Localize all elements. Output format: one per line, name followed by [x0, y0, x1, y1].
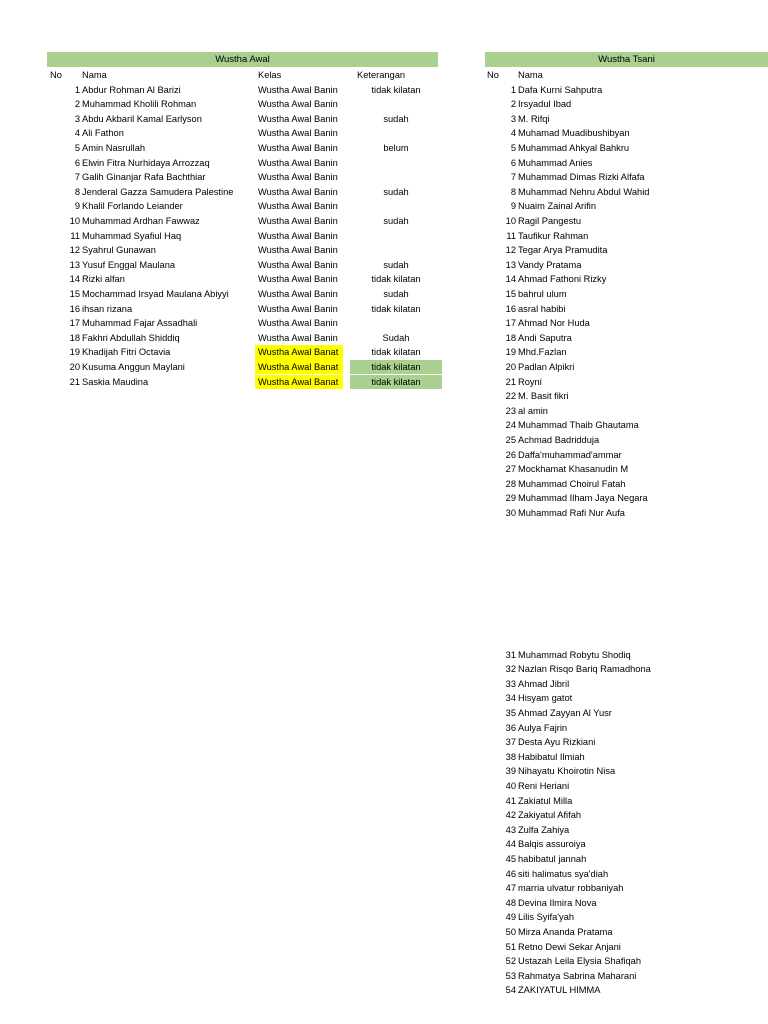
table-row — [0, 345, 768, 360]
wustha-awal-title: Wustha Awal — [47, 52, 438, 67]
table-row — [0, 506, 768, 521]
row-name: Muhammad Robytu Shodiq — [518, 649, 631, 660]
row-name: Muhammad Dimas Rizki Alfafa — [518, 172, 645, 183]
row-name: Nihayatu Khoirotin Nisa — [518, 766, 616, 777]
table-row — [0, 750, 768, 765]
row-name: Royni — [518, 376, 542, 387]
table-row — [0, 360, 768, 375]
table-row — [0, 375, 768, 390]
row-number: 20 — [69, 361, 80, 372]
row-name: Taufikur Rahman — [518, 230, 589, 241]
row-name: Muhammad Ilham Jaya Negara — [518, 493, 648, 504]
table-row — [0, 867, 768, 882]
table-row — [0, 677, 768, 692]
row-number: 42 — [505, 810, 516, 821]
row-number: 10 — [505, 215, 516, 226]
row-number: 11 — [70, 230, 80, 241]
table-row — [0, 779, 768, 794]
table-row — [0, 764, 768, 779]
table-row — [0, 662, 768, 677]
row-name: Galih Ginanjar Rafa Bachthiar — [82, 172, 206, 183]
row-name: Reni Heriani — [518, 780, 570, 791]
row-name: Tegar Arya Pramudita — [518, 245, 608, 256]
row-number: 30 — [505, 507, 516, 518]
row-number: 9 — [74, 201, 80, 212]
row-keterangan: sudah — [383, 186, 409, 197]
row-number: 11 — [506, 230, 516, 241]
row-number: 17 — [69, 318, 80, 329]
table-row — [0, 881, 768, 896]
row-number: 16 — [69, 303, 80, 314]
table-row — [0, 214, 768, 229]
row-kelas: Wustha Awal Banin — [258, 245, 338, 256]
row-number: 10 — [69, 215, 80, 226]
row-name: Syahrul Gunawan — [82, 245, 156, 256]
row-keterangan: Sudah — [382, 332, 410, 343]
row-number: 24 — [505, 420, 516, 431]
table-row — [0, 302, 768, 317]
table-row — [0, 794, 768, 809]
row-number: 1 — [74, 84, 80, 95]
table-row — [0, 648, 768, 663]
row-name: Khadijah Fitri Octavia — [82, 347, 171, 358]
table-row — [0, 112, 768, 127]
row-name: Fakhri Abdullah Shiddiq — [82, 332, 180, 343]
table-row — [0, 229, 768, 244]
row-number: 46 — [505, 868, 516, 879]
row-name: Muhammad Syafiul Haq — [82, 230, 182, 241]
table-row — [0, 462, 768, 477]
row-kelas: Wustha Awal Banin — [258, 201, 338, 212]
table-row — [0, 721, 768, 736]
row-number: 53 — [505, 970, 516, 981]
left-header-keterangan: Keterangan — [357, 70, 406, 80]
row-keterangan: sudah — [383, 113, 409, 124]
table-row — [0, 969, 768, 984]
row-keterangan: tidak kilatan — [371, 303, 421, 314]
row-name: Hisyam gatot — [518, 693, 573, 704]
row-number: 25 — [505, 434, 516, 445]
table-row — [0, 316, 768, 331]
row-name: Muhammad Ardhan Fawwaz — [82, 215, 200, 226]
table-row — [0, 258, 768, 273]
row-number: 50 — [505, 926, 516, 937]
row-number: 12 — [505, 245, 516, 256]
table-row — [0, 433, 768, 448]
row-keterangan: tidak kilatan — [350, 360, 442, 375]
table-row — [0, 156, 768, 171]
row-name: asral habibi — [518, 303, 566, 314]
table-row — [0, 331, 768, 346]
row-name: Muhammad Thaib Ghautama — [518, 420, 639, 431]
row-number: 27 — [505, 464, 516, 475]
row-number: 39 — [505, 766, 516, 777]
row-kelas: Wustha Awal Banin — [258, 172, 338, 183]
row-kelas: Wustha Awal Banin — [258, 215, 338, 226]
table-row — [0, 491, 768, 506]
table-row — [0, 837, 768, 852]
row-number: 2 — [510, 99, 516, 110]
row-number: 33 — [505, 678, 516, 689]
row-number: 21 — [69, 376, 80, 387]
table-row — [0, 141, 768, 156]
row-name: habibatul jannah — [518, 853, 587, 864]
row-number: 8 — [74, 186, 80, 197]
row-name: Nazlan Risqo Bariq Ramadhona — [518, 664, 651, 675]
row-number: 19 — [505, 347, 516, 358]
row-name: marria ulvatur robbaniyah — [518, 883, 624, 894]
row-number: 5 — [510, 142, 516, 153]
left-header-no: No — [50, 70, 62, 80]
row-number: 15 — [69, 288, 80, 299]
right-header-no: No — [487, 70, 499, 80]
row-number: 15 — [505, 288, 516, 299]
row-name: Muhammad Nehru Abdul Wahid — [518, 186, 650, 197]
row-number: 38 — [505, 751, 516, 762]
row-name: Nuaim Zainal Arifin — [518, 201, 597, 212]
row-name: Aulya Fajrin — [518, 722, 568, 733]
row-keterangan: belum — [383, 142, 409, 153]
row-number: 2 — [74, 99, 80, 110]
table-row — [0, 706, 768, 721]
row-kelas: Wustha Awal Banin — [258, 142, 338, 153]
row-name: Achmad Badridduja — [518, 434, 600, 445]
row-number: 8 — [510, 186, 516, 197]
row-number: 54 — [505, 985, 516, 996]
row-number: 18 — [69, 332, 80, 343]
row-number: 23 — [505, 405, 516, 416]
row-name: Padlan Alpikri — [518, 361, 575, 372]
table-row — [0, 925, 768, 940]
table-row — [0, 126, 768, 141]
row-number: 6 — [510, 157, 516, 168]
row-name: Jenderal Gazza Samudera Palestine — [82, 186, 234, 197]
table-row — [0, 243, 768, 258]
row-kelas: Wustha Awal Banin — [258, 332, 338, 343]
row-number: 47 — [505, 883, 516, 894]
row-name: Ahmad Fathoni Rizky — [518, 274, 607, 285]
row-number: 6 — [74, 157, 80, 168]
row-number: 18 — [505, 332, 516, 343]
row-name: Abdur Rohman Al Barizi — [82, 84, 181, 95]
row-name: ihsan rizana — [82, 303, 133, 314]
row-name: al amin — [518, 405, 548, 416]
row-name: siti halimatus sya'diah — [518, 868, 609, 879]
row-name: bahrul ulum — [518, 288, 567, 299]
row-keterangan: sudah — [383, 259, 409, 270]
table-row — [0, 83, 768, 98]
row-number: 31 — [505, 649, 516, 660]
row-name: Elwin Fitra Nurhidaya Arrozzaq — [82, 157, 210, 168]
row-name: Rahmatya Sabrina Maharani — [518, 970, 637, 981]
row-kelas: Wustha Awal Banin — [258, 303, 338, 314]
table-row — [0, 404, 768, 419]
row-number: 45 — [505, 853, 516, 864]
table-row — [0, 910, 768, 925]
row-number: 32 — [505, 664, 516, 675]
row-number: 16 — [505, 303, 516, 314]
row-kelas: Wustha Awal Banat — [255, 360, 343, 375]
table-row — [0, 185, 768, 200]
row-number: 41 — [505, 795, 516, 806]
row-name: Yusuf Enggal Maulana — [82, 259, 176, 270]
row-name: Zakiatul Milla — [518, 795, 573, 806]
row-name: Habibatul Ilmiah — [518, 751, 585, 762]
row-name: Zakiyatul Afifah — [518, 810, 582, 821]
table-row — [0, 823, 768, 838]
row-name: Muhammad Ahkyal Bahkru — [518, 142, 630, 153]
row-kelas: Wustha Awal Banin — [258, 99, 338, 110]
table-row — [0, 954, 768, 969]
row-name: Ragil Pangestu — [518, 215, 582, 226]
row-name: Muhammad Fajar Assadhali — [82, 318, 198, 329]
row-keterangan: tidak kilatan — [371, 274, 421, 285]
row-name: Mhd.Fazlan — [518, 347, 567, 358]
row-kelas: Wustha Awal Banat — [255, 345, 343, 360]
row-name: Andi Saputra — [518, 332, 572, 343]
row-number: 7 — [510, 172, 516, 183]
row-number: 52 — [505, 956, 516, 967]
row-keterangan: tidak kilatan — [371, 347, 421, 358]
row-kelas: Wustha Awal Banin — [258, 128, 338, 139]
row-number: 37 — [505, 737, 516, 748]
row-number: 21 — [505, 376, 516, 387]
row-name: Desta Ayu Rizkiani — [518, 737, 596, 748]
row-keterangan: sudah — [383, 215, 409, 226]
row-number: 17 — [505, 318, 516, 329]
row-number: 40 — [505, 780, 516, 791]
row-name: Abdu Akbaril Kamal Earlyson — [82, 113, 202, 124]
row-name: Amin Nasrullah — [82, 142, 146, 153]
table-row — [0, 272, 768, 287]
row-number: 51 — [505, 941, 516, 952]
row-name: Devina Ilmira Nova — [518, 897, 597, 908]
row-kelas: Wustha Awal Banin — [258, 318, 338, 329]
row-kelas: Wustha Awal Banin — [258, 230, 338, 241]
table-row — [0, 477, 768, 492]
row-number: 3 — [510, 113, 516, 124]
table-row — [0, 170, 768, 185]
row-number: 13 — [69, 259, 80, 270]
row-number: 34 — [505, 693, 516, 704]
table-row — [0, 896, 768, 911]
row-number: 44 — [505, 839, 516, 850]
row-name: Vandy Pratama — [518, 259, 582, 270]
row-name: Daffa'muhammad'ammar — [518, 449, 622, 460]
row-kelas: Wustha Awal Banat — [255, 375, 343, 390]
row-number: 48 — [505, 897, 516, 908]
row-name: Zulfa Zahiya — [518, 824, 570, 835]
row-kelas: Wustha Awal Banin — [258, 259, 338, 270]
row-number: 7 — [74, 172, 80, 183]
row-name: Balqis assuroiya — [518, 839, 586, 850]
row-kelas: Wustha Awal Banin — [258, 288, 338, 299]
row-kelas: Wustha Awal Banin — [258, 113, 338, 124]
table-row — [0, 389, 768, 404]
row-name: Ahmad Nor Huda — [518, 318, 590, 329]
table-row — [0, 983, 768, 998]
row-keterangan: sudah — [383, 288, 409, 299]
row-number: 14 — [505, 274, 516, 285]
row-number: 14 — [69, 274, 80, 285]
right-header-nama: Nama — [518, 70, 543, 80]
row-name: Mockhamat Khasanudin M — [518, 464, 629, 475]
table-row — [0, 287, 768, 302]
row-name: Dafa Kurni Sahputra — [518, 84, 603, 95]
row-kelas: Wustha Awal Banin — [258, 274, 338, 285]
row-name: Ahmad Zayyan Al Yusr — [518, 707, 612, 718]
row-name: M. Basit fikri — [518, 391, 569, 402]
row-number: 26 — [505, 449, 516, 460]
row-keterangan: tidak kilatan — [371, 84, 421, 95]
row-name: Kusuma Anggun Maylani — [82, 361, 185, 372]
row-name: Saskia Maudina — [82, 376, 149, 387]
row-name: M. Rifqi — [518, 113, 550, 124]
row-name: Irsyadul Ibad — [518, 99, 572, 110]
left-header-nama: Nama — [82, 70, 107, 80]
table-row — [0, 199, 768, 214]
row-number: 4 — [74, 128, 80, 139]
row-kelas: Wustha Awal Banin — [258, 84, 338, 95]
row-name: Mochammad Irsyad Maulana Abiyyi — [82, 288, 229, 299]
row-number: 3 — [74, 113, 80, 124]
table-row — [0, 852, 768, 867]
table-row — [0, 418, 768, 433]
row-number: 22 — [505, 391, 516, 402]
row-number: 20 — [505, 361, 516, 372]
row-name: Rizki alfan — [82, 274, 125, 285]
row-number: 9 — [510, 201, 516, 212]
row-number: 19 — [69, 347, 80, 358]
row-name: Retno Dewi Sekar Anjani — [518, 941, 621, 952]
row-number: 12 — [69, 245, 80, 256]
table-row — [0, 448, 768, 463]
row-kelas: Wustha Awal Banin — [258, 157, 338, 168]
row-name: Ahmad Jibril — [518, 678, 570, 689]
row-number: 49 — [505, 912, 516, 923]
row-name: Muhamad Muadibushibyan — [518, 128, 630, 139]
row-number: 35 — [505, 707, 516, 718]
row-number: 13 — [505, 259, 516, 270]
row-number: 28 — [505, 478, 516, 489]
row-number: 29 — [505, 493, 516, 504]
left-header-kelas: Kelas — [258, 70, 282, 80]
row-number: 4 — [510, 128, 516, 139]
row-number: 1 — [510, 84, 516, 95]
table-row — [0, 97, 768, 112]
row-name: Ali Fathon — [82, 128, 124, 139]
table-row — [0, 735, 768, 750]
table-row — [0, 691, 768, 706]
row-keterangan: tidak kilatan — [350, 375, 442, 390]
row-name: ZAKIYATUL HIMMA — [518, 985, 601, 996]
row-number: 36 — [505, 722, 516, 733]
table-row — [0, 808, 768, 823]
row-name: Lilis Syifa'yah — [518, 912, 575, 923]
row-name: Muhammad Anies — [518, 157, 593, 168]
row-name: Mirza Ananda Pratama — [518, 926, 613, 937]
wustha-tsani-title: Wustha Tsani — [485, 52, 768, 67]
row-name: Muhammad Rafi Nur Aufa — [518, 507, 625, 518]
row-name: Muhammad Kholili Rohman — [82, 99, 197, 110]
row-number: 5 — [74, 142, 80, 153]
row-number: 43 — [505, 824, 516, 835]
table-row — [0, 940, 768, 955]
row-name: Ustazah Leila Elysia Shafiqah — [518, 956, 641, 967]
row-name: Muhammad Choirul Fatah — [518, 478, 626, 489]
row-name: Khalil Forlando Leiander — [82, 201, 183, 212]
row-kelas: Wustha Awal Banin — [258, 186, 338, 197]
